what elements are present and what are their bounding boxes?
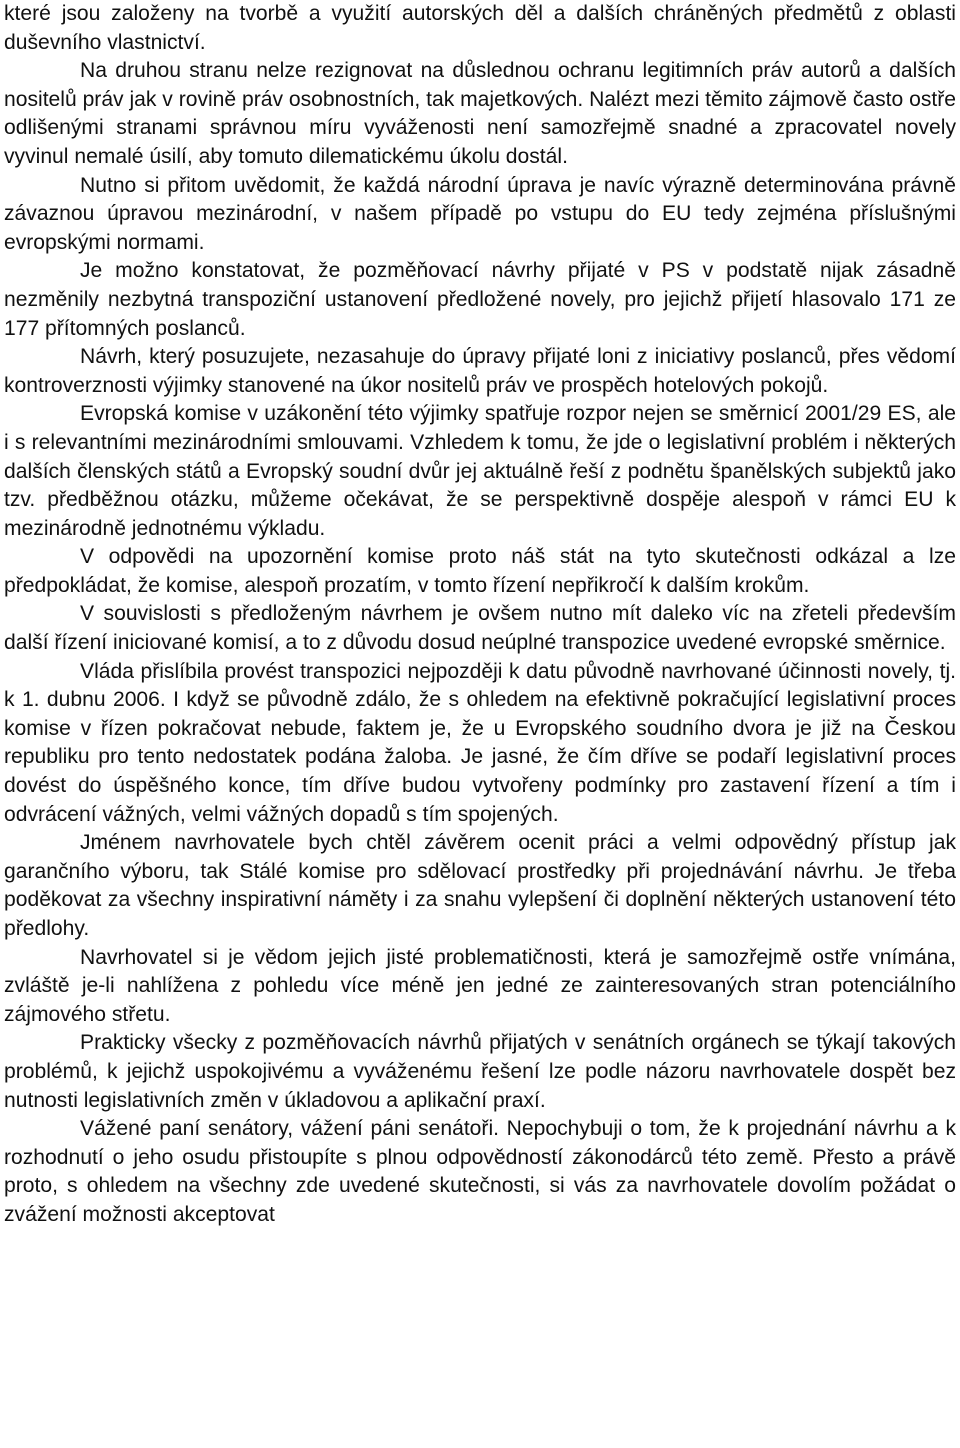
paragraph-5: Návrh, který posuzujete, nezasahuje do úpravy přijaté loni z iniciativy poslanců, přes vědomí kontroverznosti výjimky stanovené na úkor nositelů práv ve prospěch hotelových pokojů. [4, 345, 956, 397]
paragraph-1: které jsou založeny na tvorbě a využití autorských děl a dalších chráněných předmětů z oblasti duševního vlastnictví. [4, 2, 956, 54]
paragraph-4: Je možno konstatovat, že pozměňovací návrhy přijaté v PS v podstatě nijak zásadně nezměnily nezbytná transpoziční ustanovení předložené novely, pro jejichž přijetí hlasovalo 171 ze 177 přítomných poslanců. [4, 259, 956, 340]
paragraph-6: Evropská komise v uzákonění této výjimky spatřuje rozpor nejen se směrnicí 2001/29 ES, ale i s relevantními mezinárodními smlouvami. Vzhledem k tomu, že jde o legislativní problém i některých dalších členských států a Evropský soudní dvůr jej aktuálně řeší z podnětu španělských subjektů jako tzv. předběžnou otázku, můžeme očekávat, že se perspektivně dospěje alespoň v rámci EU k mezinárodně jednotnému výkladu. [4, 402, 956, 540]
paragraph-2: Na druhou stranu nelze rezignovat na důslednou ochranu legitimních práv autorů a dalších nositelů práv jak v rovině práv osobnostních, tak majetkových. Nalézt mezi těmito zájmově často ostře odlišenými stranami správnou míru vyváženosti není samozřejmě snadné a zpracovatel novely vyvinul nemalé úsilí, aby tomuto dilematickému úkolu dostál. [4, 59, 956, 168]
paragraph-3: Nutno si přitom uvědomit, že každá národní úprava je navíc výrazně determinována právně závaznou úpravou mezinárodní, v našem případě po vstupu do EU tedy zejména příslušnými evropskými normami. [4, 173, 956, 254]
paragraph-7: V odpovědi na upozornění komise proto náš stát na tyto skutečnosti odkázal a lze předpokládat, že komise, alespoň prozatím, v tomto řízení nepřikročí k dalším krokům. [4, 545, 956, 597]
paragraph-11: Navrhovatel si je vědom jejich jisté problematičnosti, která je samozřejmě ostře vnímána, zvláště je-li nahlížena z pohledu více méně jen jedné ze zainteresovaných stran potenciálního zájmového střetu. [4, 945, 956, 1026]
paragraph-9: Vláda přislíbila provést transpozici nejpozději k datu původně navrhované účinnosti novely, tj. k 1. dubnu 2006. I když se původně zdálo, že s ohledem na efektivně pokračující legislativní proces komise v řízen pokračovat nebude, faktem je, že u Evropského soudního dvora je již na Českou republiku pro tento nedostatek podána žaloba. Je jasné, že čím dříve se podaří legislativní proces dovést do úspěšného konce, tím dříve budou vytvořeny podmínky pro zastavení řízení a tím i odvrácení vážných, velmi vážných dopadů s tím spojených. [4, 659, 956, 826]
paragraph-13: Vážené paní senátory, vážení páni senátoři. Nepochybuji o tom, že k projednání návrhu a k rozhodnutí o jeho osudu přistoupíte s plnou odpovědností zákonodárců této země. Přesto a právě proto, s ohledem na všechny zde uvedené skutečnosti, si vás za navrhovatele dovolím požádat o zvážení možnosti akceptovat [4, 1117, 956, 1226]
paragraph-12: Prakticky všecky z pozměňovacích návrhů přijatých v senátních orgánech se týkají takových problémů, k jejichž uspokojivému a vyváženému řešení lze podle názoru navrhovatele dospět bez nutnosti legislativních změn v úkladovou a aplikační praxí. [4, 1031, 956, 1112]
paragraph-10: Jménem navrhovatele bych chtěl závěrem ocenit práci a velmi odpovědný přístup jak garančního výboru, tak Stálé komise pro sdělovací prostředky při projednávání návrhu. Je třeba poděkovat za všechny inspirativní náměty i za snahu vylepšení či doplnění některých ustanovení této předlohy. [4, 831, 956, 940]
paragraph-8: V souvislosti s předloženým návrhem je ovšem nutno mít daleko víc na zřeteli především další řízení iniciované komisí, a to z důvodu dosud neúplné transpozice uvedené evropské směrnice. [4, 602, 956, 655]
